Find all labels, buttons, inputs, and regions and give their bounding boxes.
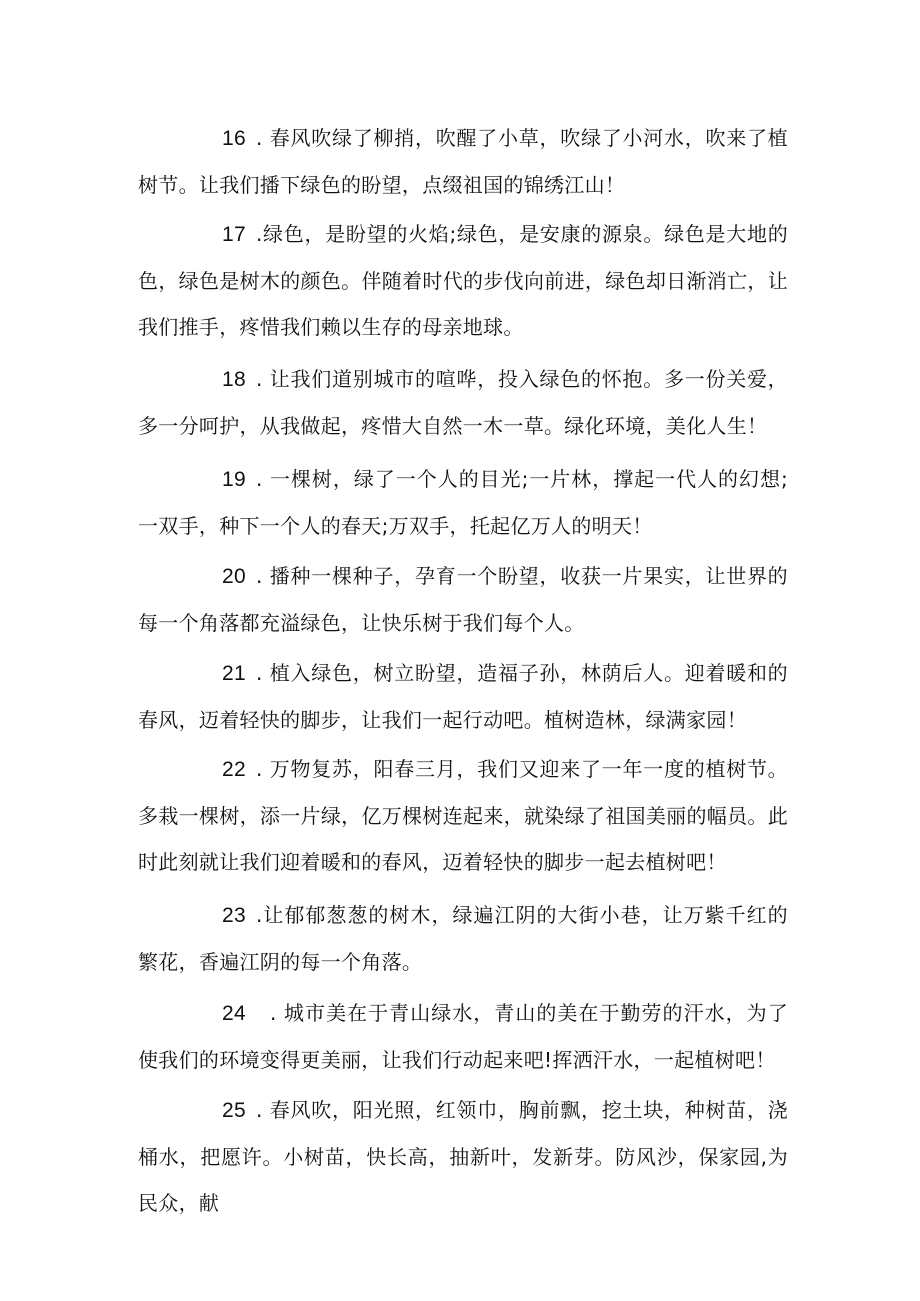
paragraph-19 (138, 456, 788, 549)
item-number: 18 (222, 368, 246, 391)
paragraph-text: . 春风吹，阳光照，红领巾，胸前飘，挖土块，种树苗，浇桶水，把愿许。小树苗，快长高，抽新叶，发新芽。防风沙，保家园,为民众，献 (138, 1098, 788, 1215)
paragraph-text: .让郁郁葱葱的树木，绿遍江阴的大街小巷，让万紫千红的繁花，香遍江阴的每一个角落。 (138, 903, 788, 974)
item-number: 24 (222, 1002, 246, 1025)
item-number: 21 (222, 662, 246, 685)
paragraph-text: . 城市美在于青山绿水，青山的美在于勤劳的汗水，为了使我们的环境变得更美丽，让我们行动起来吧!挥洒汗水，一起植树吧！ (138, 1001, 788, 1072)
item-number: 20 (222, 565, 246, 588)
paragraph-25 (138, 1087, 788, 1226)
paragraph-17 (138, 211, 788, 350)
paragraph-16 (138, 115, 788, 208)
item-number: 25 (222, 1099, 246, 1122)
paragraph-24 (138, 990, 788, 1083)
item-number: 16 (222, 127, 246, 150)
paragraph-text: .绿色，是盼望的火焰;绿色，是安康的源泉。绿色是大地的色，绿色是树木的颜色。伴随着时代的步伐向前进，绿色却日渐消亡，让我们推手，疼惜我们赖以生存的母亲地球。 (138, 222, 788, 339)
paragraph-text: . 植入绿色，树立盼望，造福子孙，林荫后人。迎着暖和的春风，迈着轻快的脚步，让我们一起行动吧。植树造林，绿满家园！ (138, 661, 788, 732)
paragraph-text: . 春风吹绿了柳捎，吹醒了小草，吹绿了小河水，吹来了植树节。让我们播下绿色的盼望，点缀祖国的锦绣江山！ (138, 126, 788, 197)
item-number: 23 (222, 904, 246, 927)
paragraph-18 (138, 356, 788, 449)
item-number: 17 (222, 223, 246, 246)
paragraph-20 (138, 553, 788, 646)
paragraph-21 (138, 650, 788, 743)
paragraph-text: . 播种一棵种子，孕育一个盼望，收获一片果实，让世界的每一个角落都充溢绿色，让快乐树于我们每个人。 (138, 564, 788, 635)
item-number: 22 (222, 758, 246, 781)
paragraph-23 (138, 892, 788, 985)
item-number: 19 (222, 468, 246, 491)
paragraph-text: . 让我们道别城市的喧哗，投入绿色的怀抱。多一份关爱，多一分呵护，从我做起，疼惜大自然一木一草。绿化环境，美化人生！ (138, 367, 788, 438)
paragraph-text: . 万物复苏，阳春三月，我们又迎来了一年一度的植树节。多栽一棵树，添一片绿，亿万棵树连起来，就染绿了祖国美丽的幅员。此时此刻就让我们迎着暖和的春风，迈着轻快的脚步一起去植树吧！ (138, 757, 788, 874)
paragraph-text: . 一棵树，绿了一个人的目光;一片林，撑起一代人的幻想;一双手，种下一个人的春天;万双手，托起亿万人的明天！ (138, 467, 788, 538)
paragraph-22 (138, 746, 788, 885)
